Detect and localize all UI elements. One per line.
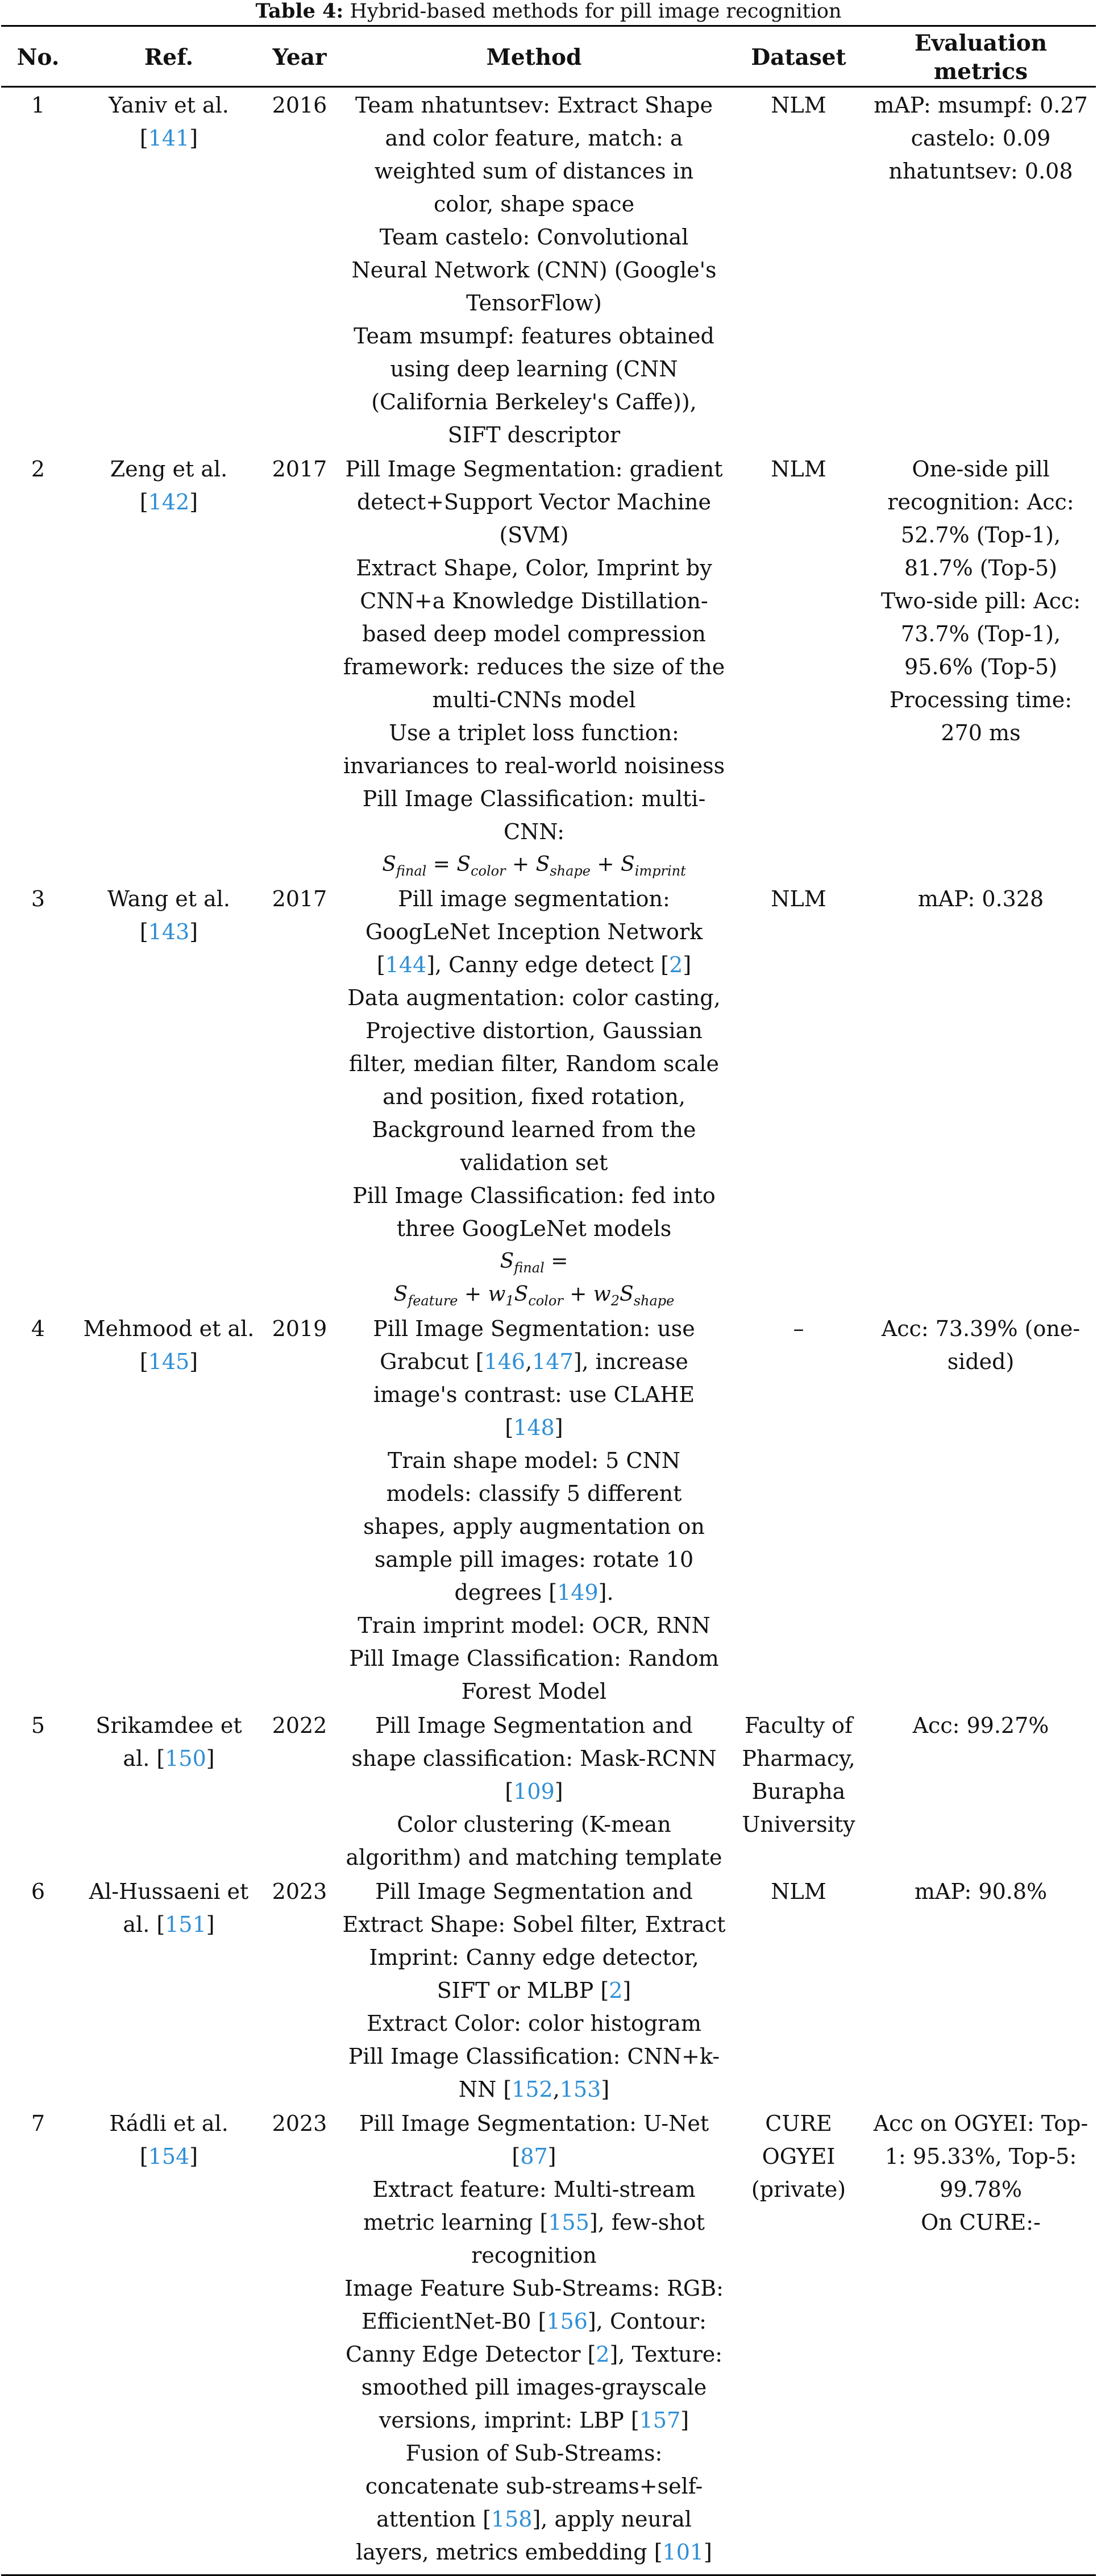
cell-no: 7 (1, 2106, 75, 2575)
score-formula: $S_{final} = S_{color} + S_{shape} + S_{imprint}$ (382, 853, 686, 879)
method-text: ], Contour: Canny Edge Detector [ (345, 2309, 707, 2367)
eval-line: mAP: msumpf: 0.27 (874, 93, 1088, 118)
cell-dataset: NLM (771, 886, 826, 911)
cell-dataset: NLM (771, 93, 826, 118)
method-text: Pill Image Segmentation and shape classification: Mask-RCNN [ (351, 1713, 717, 1804)
citation-link[interactable]: 153 (559, 2077, 601, 2102)
cell-year: 2017 (272, 886, 327, 911)
method-text: ], Texture: smoothed pill images-grayscale versions, imprint: LBP [ (361, 2342, 723, 2433)
eval-line: On CURE:- (921, 2210, 1041, 2235)
formula-symbol: w (488, 1283, 506, 1306)
method-line: Team nhatuntsev: Extract Shape and color feature, match: a weighted sum of distances in color, shape space (355, 93, 713, 217)
cell-evaluation (866, 2106, 1096, 2575)
method-text: ], few-shot recognition (471, 2210, 705, 2268)
ref-author: Yaniv et al. [ (109, 93, 229, 151)
cell-ref (75, 1708, 263, 1874)
method-line (342, 1444, 726, 1609)
table-row (1, 451, 1096, 881)
cell-method (336, 881, 732, 1311)
method-line: Color clustering (K-mean algorithm) and matching template (346, 1812, 722, 1870)
citation-link[interactable]: 101 (662, 2540, 704, 2565)
header-dataset: Dataset (732, 26, 866, 87)
cell-evaluation (866, 1311, 1096, 1708)
formula-subscript: 2 (610, 1293, 620, 1309)
method-text: Pill Image Segmentation: U-Net [ (359, 2111, 709, 2169)
citation-link[interactable]: 109 (513, 1779, 555, 1804)
ref-close: ] (189, 126, 198, 151)
method-line: Team msumpf: features obtained using deep learning (CNN (California Berkeley's Caffe)), SIFT descriptor (354, 323, 714, 447)
method-text: Image Feature Sub-Streams: RGB: EfficientNet-B0 [ (344, 2276, 724, 2334)
citation-link[interactable]: 150 (165, 1746, 206, 1771)
header-no: No. (1, 26, 75, 87)
cell-evaluation (866, 1708, 1096, 1874)
eval-line: mAP: 0.328 (917, 886, 1044, 911)
method-line: Use a triplet loss function: invariances to real-world noisiness (343, 720, 725, 778)
method-text: Pill Image Segmentation and Extract Shape: Sobel filter, Extract Imprint: Canny edge detector, SIFT or MLBP [ (342, 1879, 726, 2003)
method-line: Team castelo: Convolutional Neural Network (CNN) (Google's TensorFlow) (351, 225, 717, 316)
cell-ref (75, 881, 263, 1311)
formula-subscript: final (396, 863, 427, 879)
cell-year: 2017 (272, 457, 327, 482)
method-line: Pill Image Classification: multi-CNN: (362, 786, 706, 844)
formula-symbol: S (456, 853, 471, 876)
citation-link[interactable]: 155 (548, 2210, 589, 2235)
method-text: Pill image segmentation: GoogLeNet Inception Network [ (365, 886, 703, 977)
method-text: Pill Image Segmentation: use Grabcut [ (373, 1316, 695, 1374)
eval-line: One-side pill recognition: Acc: 52.7% (Top-1), 81.7% (Top-5) (887, 457, 1074, 580)
cell-no: 4 (31, 1316, 45, 1341)
formula-symbol: S (621, 853, 635, 876)
method-text: ] (622, 1978, 631, 2003)
method-text: ] (680, 2408, 689, 2433)
citation-link[interactable]: 146 (484, 1349, 526, 1374)
formula-subscript: color (471, 863, 506, 879)
cell-no: 2 (31, 457, 45, 482)
citation-link[interactable]: 157 (639, 2408, 681, 2433)
cell-year: 2019 (272, 1316, 327, 1341)
method-text: ], apply neural layers, metrics embedding [ (356, 2507, 692, 2565)
formula-symbol: S (620, 1283, 634, 1306)
formula-symbol: S (514, 1283, 529, 1306)
header-row (1, 26, 1096, 87)
cell-dataset: – (793, 1316, 804, 1341)
cell-evaluation (866, 881, 1096, 1311)
table-caption (0, 0, 1097, 25)
method-text: ] (554, 1779, 563, 1804)
header-year: Year (263, 26, 336, 87)
method-line (342, 2437, 726, 2569)
cell-method (336, 1311, 732, 1708)
cell-ref (75, 1311, 263, 1708)
eval-line: Processing time: 270 ms (889, 687, 1073, 745)
eval-line: Two-side pill: Acc: 73.7% (Top-1), 95.6% (Top-5) (880, 588, 1081, 679)
table-row (1, 1311, 1096, 1708)
cell-no: 6 (31, 1879, 45, 1904)
citation-link[interactable]: 148 (513, 1415, 555, 1440)
cell-no: 3 (31, 886, 45, 911)
method-line: Train imprint model: OCR, RNN (358, 1613, 710, 1638)
cell-dataset: NLM (771, 1879, 826, 1904)
method-line: Data augmentation: color casting, Projective distortion, Gaussian filter, median filter, Random scale and position, fixed rotation, Background learned from the validation set (347, 985, 721, 1175)
ref-author: Al-Hussaeni et al. [ (89, 1879, 249, 1937)
method-text: ] (601, 2077, 610, 2102)
caption-label: Table 4: (255, 0, 344, 23)
formula-symbol: S (500, 1250, 514, 1273)
method-line: Extract Shape, Color, Imprint by CNN+a Knowledge Distillation-based deep model compression framework: reduces the size of the multi-CNNs model (343, 555, 725, 712)
table-row (1, 1874, 1096, 2106)
formula-symbol: S (382, 853, 396, 876)
header-evaluation: Evaluation metrics (866, 26, 1096, 87)
ref-author: Zeng et al. [ (110, 457, 228, 515)
citation-link[interactable]: 151 (165, 1912, 206, 1937)
citation-link[interactable]: 152 (512, 2077, 553, 2102)
ref-close: ] (189, 2144, 198, 2169)
cell-method (336, 1874, 732, 2106)
eval-line: mAP: 90.8% (914, 1879, 1048, 1904)
method-line (342, 1875, 726, 2007)
citation-link[interactable]: 154 (148, 2144, 190, 2169)
header-method: Method (336, 26, 732, 87)
cell-evaluation (866, 1874, 1096, 2106)
formula-subscript: feature (408, 1293, 458, 1309)
eval-line: nhatuntsev: 0.08 (888, 159, 1073, 184)
ref-author: Srikamdee et al. [ (95, 1713, 242, 1771)
cell-ref (75, 451, 263, 881)
formula-subscript: shape (633, 1293, 675, 1309)
citation-link[interactable]: 2 (609, 1978, 623, 2003)
method-text: Pill Image Classification: CNN+k-NN [ (348, 2044, 720, 2102)
cell-method (336, 2106, 732, 2575)
method-text: ] (554, 1415, 563, 1440)
cell-dataset: CURE OGYEI (private) (732, 2106, 866, 2575)
score-formula: $S_{final}$ = $S_{feature} + w_1S_{color} + w_2S_{shape}$ (393, 1250, 675, 1309)
method-text: Train shape model: 5 CNN models: classify 5 different shapes, apply augmentation on sample pill images: rotate 10 degrees [ (363, 1448, 705, 1605)
formula-symbol: w (593, 1283, 611, 1306)
table-row (1, 2106, 1096, 2575)
cell-dataset: Faculty of Pharmacy, Burapha University (742, 1713, 855, 1837)
cell-dataset: NLM (771, 457, 826, 482)
cell-no: 1 (31, 93, 45, 118)
method-line (342, 2173, 726, 2272)
citation-link[interactable]: 147 (532, 1349, 574, 1374)
method-text: ] (683, 952, 692, 977)
ref-close: ] (206, 1746, 215, 1771)
ref-close: ] (189, 490, 198, 515)
formula-subscript: final (514, 1260, 545, 1276)
cell-method (336, 451, 732, 881)
eval-line: Acc on OGYEI: Top-1: 95.33%, Top-5: 99.78% (873, 2111, 1088, 2202)
methods-table (1, 25, 1096, 2576)
method-line (342, 2040, 726, 2106)
cell-year: 2023 (263, 2106, 336, 2575)
cell-ref (75, 2106, 263, 2575)
citation-link[interactable]: 144 (385, 952, 427, 977)
ref-author: Wang et al. [ (107, 886, 230, 944)
method-line: Pill Image Segmentation: gradient detect+Support Vector Machine (SVM) (345, 457, 723, 547)
cell-year: 2023 (272, 1879, 327, 1904)
table-row (1, 87, 1096, 452)
citation-link[interactable]: 158 (491, 2507, 533, 2532)
method-text: ] (704, 2540, 712, 2565)
ref-author: Rádli et al. [ (109, 2111, 228, 2169)
method-line: Pill Image Classification: fed into three GoogLeNet models (352, 1183, 716, 1241)
table-row (1, 881, 1096, 1311)
cell-evaluation (866, 451, 1096, 881)
citation-link[interactable]: 87 (520, 2144, 548, 2169)
method-text: , (552, 2077, 560, 2102)
method-line (342, 1709, 726, 1808)
formula-subscript: 1 (505, 1293, 514, 1309)
citation-link[interactable]: 149 (557, 1580, 599, 1605)
method-line: Extract Color: color histogram (367, 2011, 701, 2036)
citation-link[interactable]: 2 (596, 2342, 610, 2367)
citation-link[interactable]: 145 (148, 1349, 190, 1374)
eval-line: Acc: 99.27% (912, 1713, 1049, 1738)
citation-link[interactable]: 142 (148, 490, 190, 515)
caption-text: Hybrid-based methods for pill image recognition (343, 0, 842, 23)
ref-author: Mehmood et al. [ (83, 1316, 255, 1374)
cell-method (336, 1708, 732, 1874)
eval-line: castelo: 0.09 (911, 126, 1051, 151)
formula-subscript: shape (550, 863, 591, 879)
ref-close: ] (206, 1912, 215, 1937)
citation-link[interactable]: 2 (669, 952, 683, 977)
method-text: Extract feature: Multi-stream metric learning [ (363, 2177, 696, 2235)
method-line (342, 2107, 726, 2173)
formula-subscript: imprint (634, 863, 686, 879)
method-text: Fusion of Sub-Streams: concatenate sub-streams+self-attention [ (365, 2441, 703, 2532)
cell-ref (75, 1874, 263, 2106)
table-row (1, 1708, 1096, 1874)
formula-symbol: S (535, 853, 550, 876)
method-text: , (525, 1349, 533, 1374)
method-text: ]. (598, 1580, 614, 1605)
method-text: ], Canny edge detect [ (426, 952, 670, 977)
method-line (342, 2272, 726, 2437)
citation-link[interactable]: 143 (148, 919, 190, 944)
method-line: Pill Image Classification: Random Forest Model (349, 1646, 719, 1704)
citation-link[interactable]: 156 (546, 2309, 588, 2334)
method-line (342, 882, 726, 981)
cell-ref (75, 87, 263, 452)
cell-year: 2022 (272, 1713, 327, 1738)
formula-subscript: color (528, 1293, 563, 1309)
cell-no: 5 (31, 1713, 45, 1738)
cell-year: 2016 (272, 93, 327, 118)
cell-evaluation (866, 87, 1096, 452)
ref-close: ] (189, 1349, 198, 1374)
ref-close: ] (189, 919, 198, 944)
header-ref: Ref. (75, 26, 263, 87)
method-text: ], increase image's contrast: use CLAHE [ (373, 1349, 695, 1440)
method-line (342, 1312, 726, 1444)
citation-link[interactable]: 141 (148, 126, 190, 151)
method-text: ] (547, 2144, 556, 2169)
formula-symbol: S (393, 1283, 408, 1306)
eval-line: Acc: 73.39% (one-sided) (881, 1316, 1081, 1374)
cell-method (336, 87, 732, 452)
